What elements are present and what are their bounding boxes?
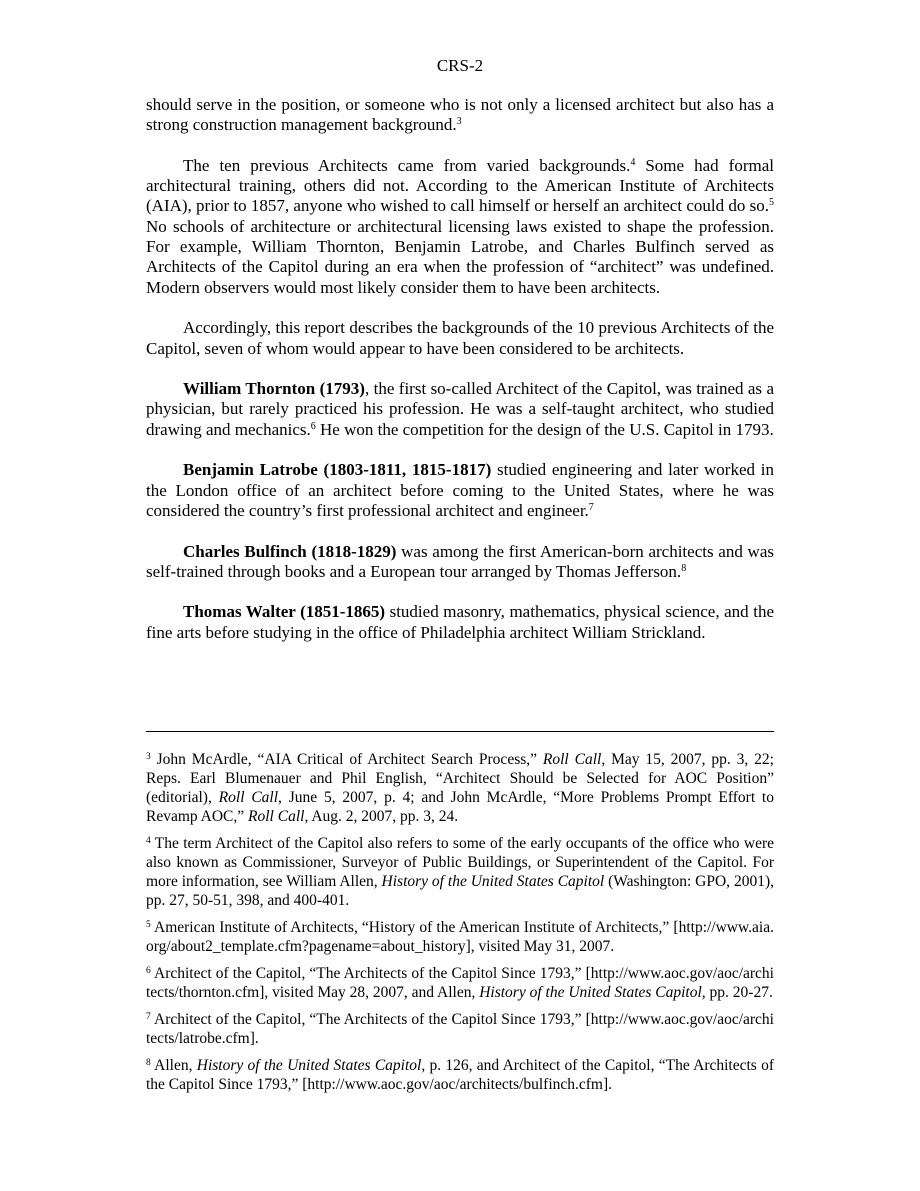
footnote-8: $^8$ Allen, History of the United States Capitol, p. 126, and Architect of the Capitol, “The Architects of the Capitol Since 1793,” [http://www.aoc.gov/aoc/architects/bulfinch.cfm]. bbox=[146, 1057, 774, 1093]
paragraph-continuation: should serve in the position, or someone who is not only a licensed architect but also has a strong construction management background.$^3$ bbox=[146, 95, 774, 135]
paragraph-walter: Thomas Walter (1851-1865) studied masonry, mathematics, physical science, and the fine arts before studying in the office of Philadelphia architect William Strickland. bbox=[146, 602, 774, 642]
footnote-5: $^5$ American Institute of Architects, “History of the American Institute of Architects,” [http://www.aia.org/about2_template.cfm?pagename=about_history], visited May 31, 2007. bbox=[146, 919, 774, 955]
architect-name-thornton: William Thornton (1793) bbox=[183, 379, 365, 399]
footnote-ref-7: 7 bbox=[588, 501, 594, 513]
paragraph-bulfinch: Charles Bulfinch (1818-1829) was among the first American-born architects and was self-trained through books and a European tour arranged by Thomas Jefferson.$^8$ bbox=[146, 541, 774, 581]
footnote-ref-5: 5 bbox=[769, 197, 774, 209]
body-text bbox=[146, 95, 774, 663]
footnote-divider bbox=[146, 731, 774, 732]
footnote-3: $^3$ John McArdle, “AIA Critical of Architect Search Process,” Roll Call, May 15, 2007, pp. 3, 22; Reps. Earl Blumenauer and Phil English, “Architect Should be Selected for AOC Position” (editorial), Roll Call, June 5, 2007, p. 4; and John McArdle, “More Problems Prompt Effort to Revamp AOC,” Roll Call, Aug. 2, 2007, pp. 3, 24. bbox=[146, 751, 774, 825]
paragraph-thornton: William Thornton (1793), the first so-called Architect of the Capitol, was trained as a physician, but rarely practiced his profession. He was a self-taught architect, who studied drawing and mechanics.$^6$ He won the competition for the design of the U.S. Capitol in 1793. bbox=[146, 379, 774, 439]
footnote-6: $^6$ Architect of the Capitol, “The Architects of the Capitol Since 1793,” [http://www.aoc.gov/aoc/architects/thornton.cfm], visited May 28, 2007, and Allen, History of the United States Capitol, pp. 20-27. bbox=[146, 965, 774, 1001]
architect-name-latrobe: Benjamin Latrobe (1803-1811, 1815-1817) bbox=[183, 460, 492, 480]
footnote-ref-4: 4 bbox=[630, 156, 636, 168]
architect-name-walter: Thomas Walter (1851-1865) bbox=[183, 602, 386, 622]
footnote-ref-8: 8 bbox=[681, 562, 687, 574]
paragraph-backgrounds: The ten previous Architects came from varied backgrounds.$^4$ Some had formal architectural training, others did not. According to the American Institute of Architects (AIA), prior to 1857, anyone who wished to call himself or herself an architect could do so.$^5$ No schools of architecture or architectural licensing laws existed to shape the profession. For example, William Thornton, Benjamin Latrobe, and Charles Bulfinch served as Architects of the Capitol during an era when the profession of “architect” was undefined. Modern observers would most likely consider them to have been architects. bbox=[146, 155, 774, 297]
footnote-4: $^4$ The term Architect of the Capitol also refers to some of the early occupants of the office who were also known as Commissioner, Surveyor of Public Buildings, or Superintendent of the Capitol. For more information, see William Allen, History of the United States Capitol (Washington: GPO, 2001), pp. 27, 50-51, 398, and 400-401. bbox=[146, 835, 774, 909]
footnote-ref-3: 3 bbox=[456, 116, 462, 128]
footnotes bbox=[146, 750, 774, 1102]
footnote-7: $^7$ Architect of the Capitol, “The Architects of the Capitol Since 1793,” [http://www.aoc.gov/aoc/architects/latrobe.cfm]. bbox=[146, 1011, 774, 1047]
footnote-ref-6: 6 bbox=[310, 420, 316, 432]
paragraph-latrobe: Benjamin Latrobe (1803-1811, 1815-1817) studied engineering and later worked in the London office of an architect before coming to the United States, where he was considered the country’s first professional architect and engineer.$^7$ bbox=[146, 460, 774, 520]
page-header: CRS-2 bbox=[436, 56, 484, 75]
paragraph-accordingly: Accordingly, this report describes the backgrounds of the 10 previous Architects of the Capitol, seven of whom would appear to have been considered to be architects. bbox=[146, 318, 774, 358]
architect-name-bulfinch: Charles Bulfinch (1818-1829) bbox=[183, 541, 397, 561]
